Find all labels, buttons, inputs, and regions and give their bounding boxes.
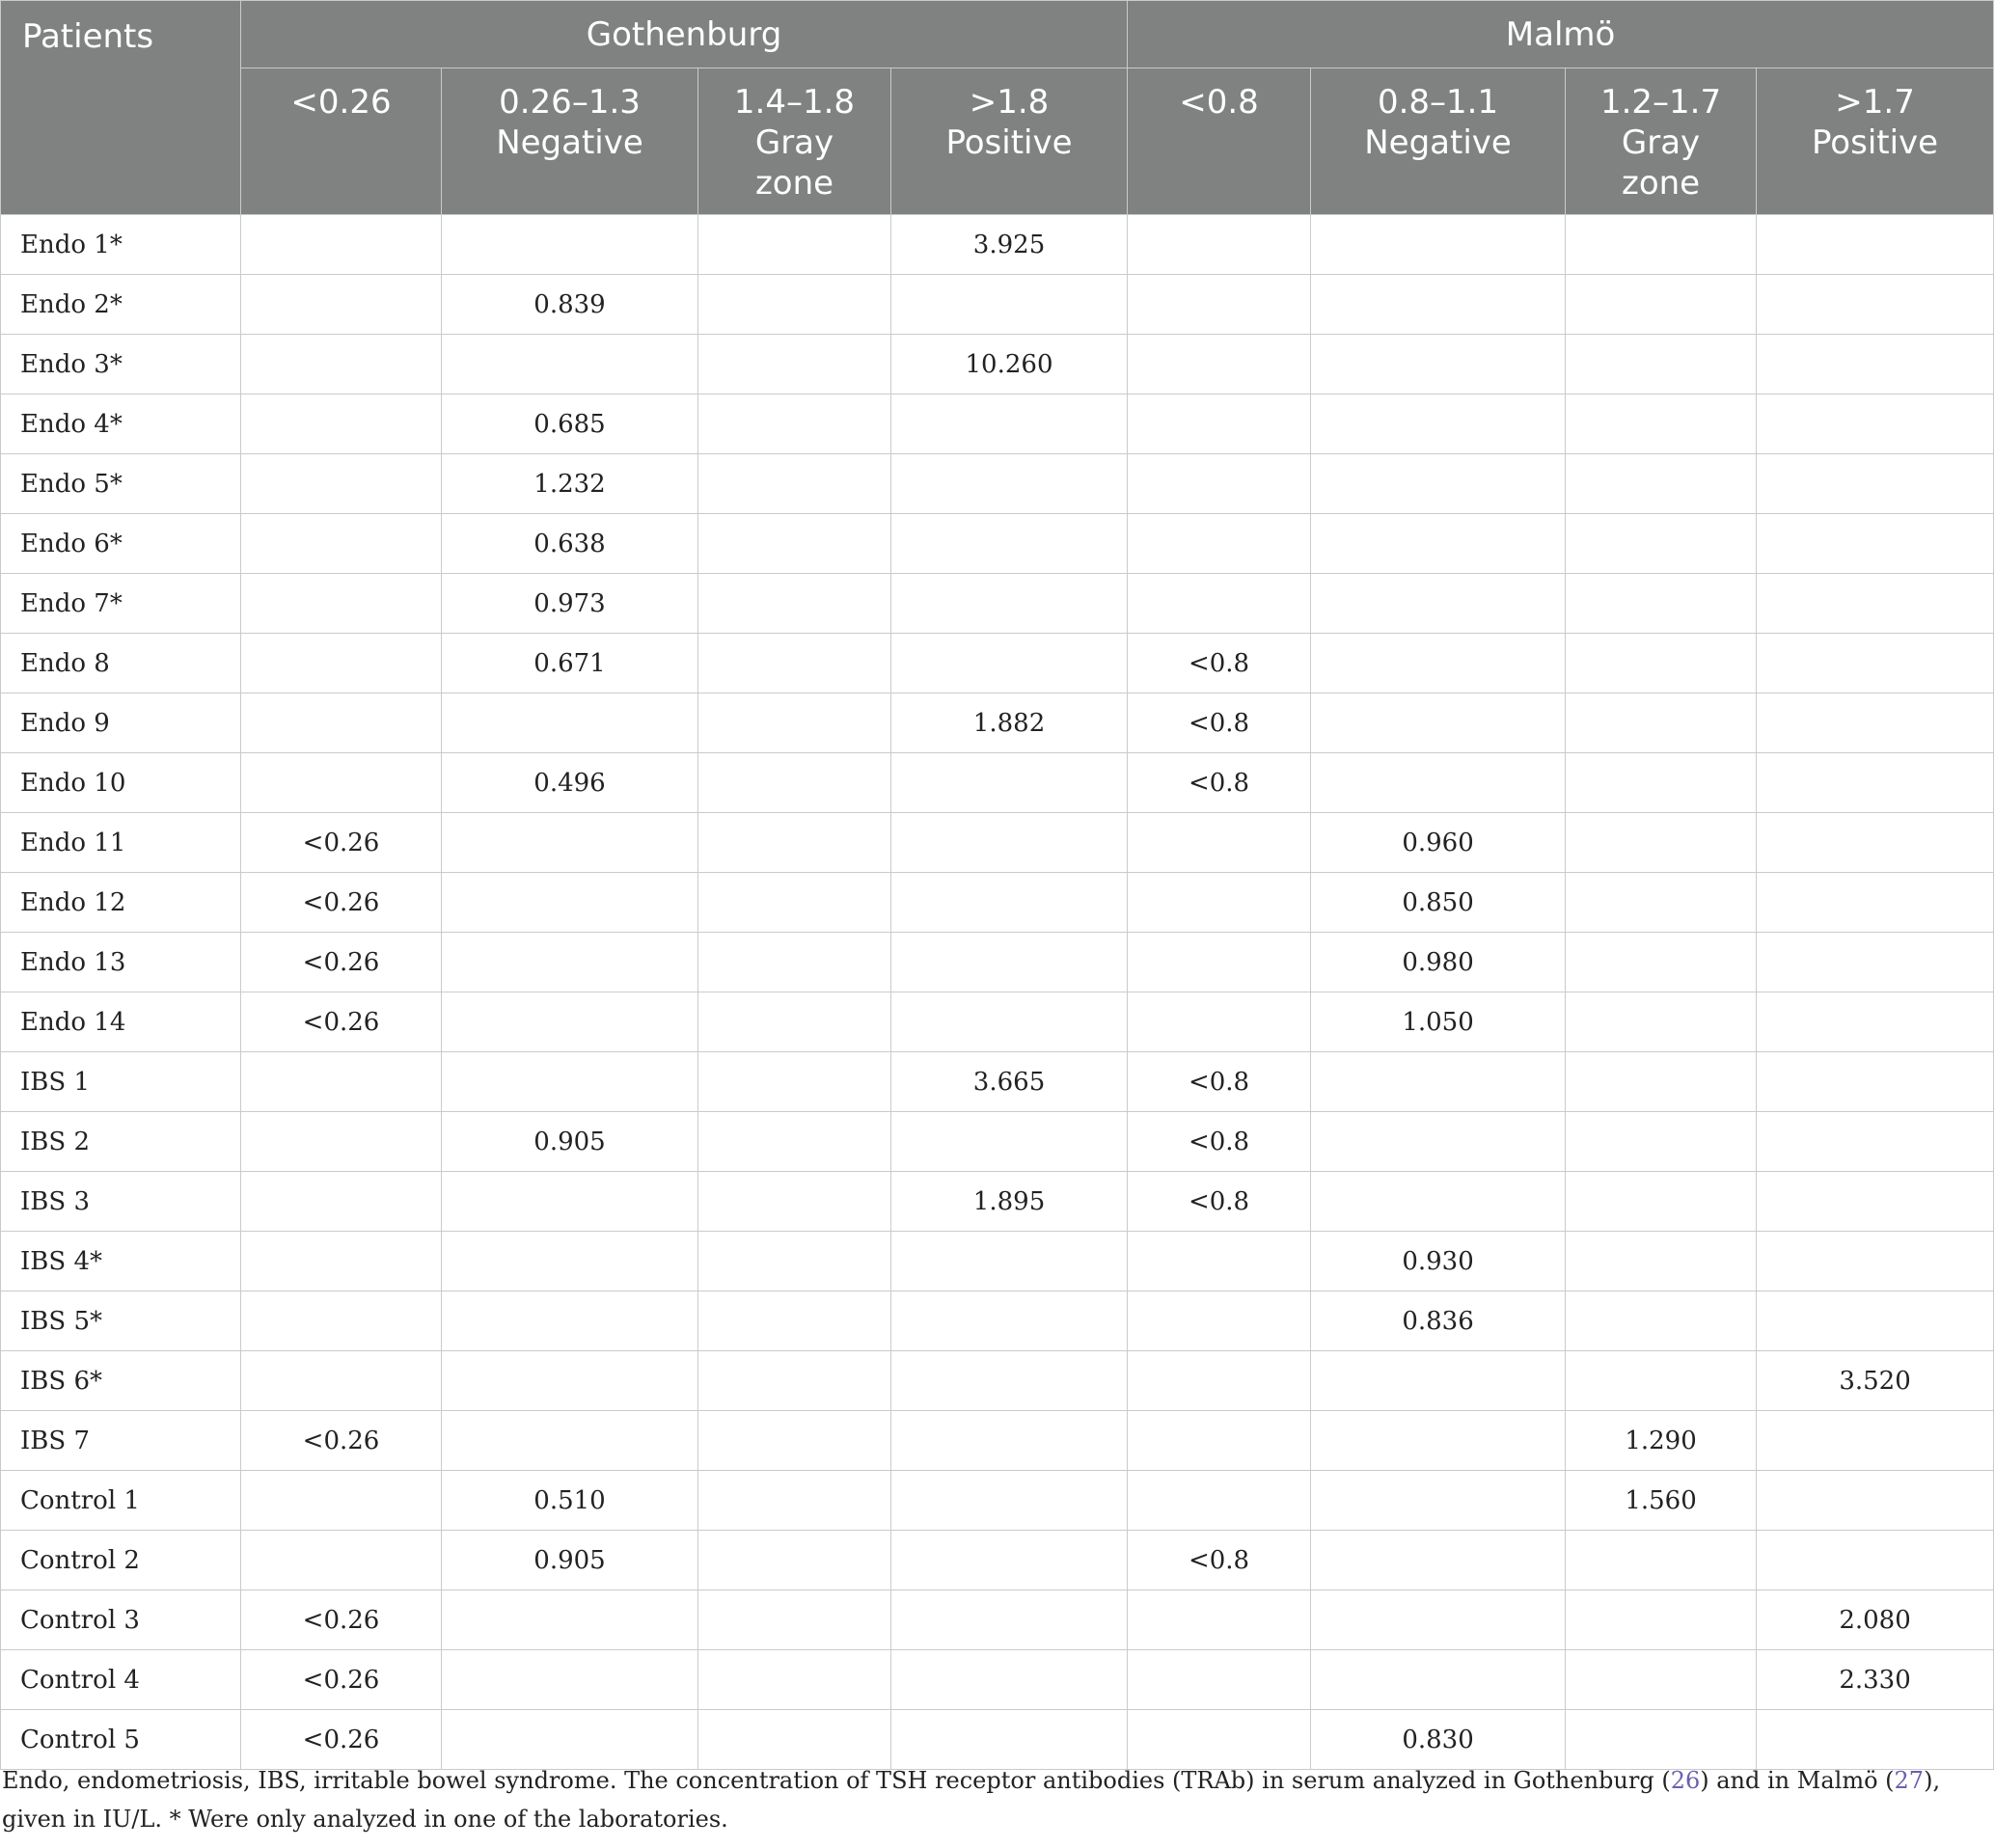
- value-cell: [698, 514, 891, 574]
- table-row: [1, 634, 1994, 693]
- footnote-text-3: ), given in IU/L. * Were only analyzed in one of the laboratories.: [2, 1767, 1941, 1833]
- table-row: [1, 1291, 1994, 1351]
- value-cell: <0.26: [241, 1650, 442, 1710]
- value-cell: <0.8: [1128, 693, 1311, 753]
- value-cell: [1757, 454, 1994, 514]
- value-cell: 3.925: [891, 215, 1128, 275]
- table-row: [1, 873, 1994, 933]
- range-header-line: zone: [1621, 164, 1701, 203]
- value-cell: [891, 394, 1128, 454]
- value-cell: [442, 215, 698, 275]
- value-cell: [1757, 215, 1994, 275]
- value-cell: [891, 813, 1128, 873]
- value-cell: 1.290: [1566, 1411, 1757, 1471]
- table-row: [1, 1590, 1994, 1650]
- value-cell: [891, 1112, 1128, 1172]
- value-cell: [1566, 873, 1757, 933]
- reference-link-27[interactable]: 27: [1894, 1767, 1925, 1794]
- value-cell: [891, 1291, 1128, 1351]
- value-cell: <0.26: [241, 933, 442, 992]
- value-cell: [1311, 1650, 1566, 1710]
- value-cell: 0.839: [442, 275, 698, 335]
- value-cell: [1757, 574, 1994, 634]
- patient-label: IBS 6*: [1, 1351, 241, 1411]
- value-cell: [1128, 992, 1311, 1052]
- header-row-ranges: [1, 68, 1994, 215]
- value-cell: [1128, 454, 1311, 514]
- value-cell: [1128, 394, 1311, 454]
- table-row: [1, 1172, 1994, 1232]
- value-cell: [442, 335, 698, 394]
- value-cell: [1757, 514, 1994, 574]
- value-cell: 0.980: [1311, 933, 1566, 992]
- value-cell: [1128, 1232, 1311, 1291]
- value-cell: [241, 275, 442, 335]
- patient-label: IBS 1: [1, 1052, 241, 1112]
- patient-label: Endo 3*: [1, 335, 241, 394]
- value-cell: [1311, 1172, 1566, 1232]
- value-cell: [1566, 215, 1757, 275]
- value-cell: [442, 1650, 698, 1710]
- value-cell: [1311, 514, 1566, 574]
- value-cell: [442, 693, 698, 753]
- value-cell: <0.26: [241, 1590, 442, 1650]
- patient-label: Endo 4*: [1, 394, 241, 454]
- value-cell: [1566, 693, 1757, 753]
- range-header-0: [241, 68, 442, 215]
- value-cell: [1566, 1172, 1757, 1232]
- patient-label: Endo 7*: [1, 574, 241, 634]
- value-cell: [891, 574, 1128, 634]
- value-cell: [1757, 394, 1994, 454]
- range-header-5: [1311, 68, 1566, 215]
- value-cell: [1757, 813, 1994, 873]
- value-cell: 0.905: [442, 1112, 698, 1172]
- patient-label: Endo 6*: [1, 514, 241, 574]
- table-row: [1, 1650, 1994, 1710]
- table-row: [1, 813, 1994, 873]
- value-cell: [1566, 753, 1757, 813]
- table-row: [1, 933, 1994, 992]
- value-cell: [1757, 335, 1994, 394]
- value-cell: 1.560: [1566, 1471, 1757, 1531]
- value-cell: [1566, 1052, 1757, 1112]
- value-cell: <0.8: [1128, 1112, 1311, 1172]
- value-cell: [1311, 275, 1566, 335]
- value-cell: [891, 514, 1128, 574]
- patient-label: Control 5: [1, 1710, 241, 1770]
- table-row: [1, 1531, 1994, 1590]
- patients-column-header: Patients: [1, 1, 241, 215]
- value-cell: [698, 335, 891, 394]
- patient-label: Endo 14: [1, 992, 241, 1052]
- value-cell: <0.26: [241, 1710, 442, 1770]
- patient-label: IBS 4*: [1, 1232, 241, 1291]
- value-cell: [891, 454, 1128, 514]
- patient-label: Endo 13: [1, 933, 241, 992]
- value-cell: [442, 1351, 698, 1411]
- value-cell: [241, 514, 442, 574]
- reference-link-26[interactable]: 26: [1670, 1767, 1701, 1794]
- value-cell: [1757, 992, 1994, 1052]
- table-row: [1, 1471, 1994, 1531]
- value-cell: 0.638: [442, 514, 698, 574]
- patient-label: IBS 5*: [1, 1291, 241, 1351]
- table-body: [1, 215, 1994, 1770]
- footnote-text-2: ) and in Malmö (: [1700, 1767, 1895, 1794]
- table-row: [1, 215, 1994, 275]
- patient-label: Control 2: [1, 1531, 241, 1590]
- value-cell: [1311, 1471, 1566, 1531]
- value-cell: [891, 1471, 1128, 1531]
- value-cell: [1128, 1351, 1311, 1411]
- value-cell: [698, 1232, 891, 1291]
- value-cell: [698, 574, 891, 634]
- header-row-labs: [1, 1, 1994, 68]
- range-header-line: Positive: [945, 123, 1073, 162]
- value-cell: [241, 1531, 442, 1590]
- range-header-line: >1.8: [969, 83, 1050, 122]
- value-cell: [891, 1590, 1128, 1650]
- table-row: [1, 394, 1994, 454]
- value-cell: <0.26: [241, 873, 442, 933]
- value-cell: [1128, 1291, 1311, 1351]
- value-cell: [241, 335, 442, 394]
- value-cell: [698, 215, 891, 275]
- value-cell: [891, 992, 1128, 1052]
- value-cell: [241, 693, 442, 753]
- value-cell: [241, 634, 442, 693]
- value-cell: [1128, 335, 1311, 394]
- value-cell: [1566, 1112, 1757, 1172]
- value-cell: [1311, 215, 1566, 275]
- value-cell: [1128, 275, 1311, 335]
- value-cell: [1757, 634, 1994, 693]
- patient-label: Control 1: [1, 1471, 241, 1531]
- value-cell: [1757, 1052, 1994, 1112]
- table-row: [1, 1232, 1994, 1291]
- value-cell: [241, 215, 442, 275]
- value-cell: [1566, 454, 1757, 514]
- value-cell: [698, 1531, 891, 1590]
- value-cell: [1757, 275, 1994, 335]
- value-cell: [891, 1650, 1128, 1710]
- value-cell: 0.830: [1311, 1710, 1566, 1770]
- value-cell: <0.8: [1128, 634, 1311, 693]
- table-row: [1, 693, 1994, 753]
- value-cell: 0.850: [1311, 873, 1566, 933]
- value-cell: [241, 1291, 442, 1351]
- value-cell: [1311, 1411, 1566, 1471]
- value-cell: [442, 933, 698, 992]
- range-header-line: 0.8–1.1: [1377, 83, 1499, 122]
- value-cell: 3.520: [1757, 1351, 1994, 1411]
- value-cell: [1566, 1650, 1757, 1710]
- value-cell: [698, 1411, 891, 1471]
- gothenburg-header: Gothenburg: [241, 1, 1128, 68]
- value-cell: 0.836: [1311, 1291, 1566, 1351]
- value-cell: [698, 873, 891, 933]
- value-cell: [1757, 1531, 1994, 1590]
- value-cell: [891, 1411, 1128, 1471]
- table-row: [1, 275, 1994, 335]
- value-cell: [1566, 992, 1757, 1052]
- value-cell: [891, 634, 1128, 693]
- value-cell: [1757, 1172, 1994, 1232]
- value-cell: [1566, 933, 1757, 992]
- value-cell: [1757, 1471, 1994, 1531]
- value-cell: [891, 1232, 1128, 1291]
- value-cell: [1566, 1531, 1757, 1590]
- range-header-line: 0.26–1.3: [499, 83, 641, 122]
- table-row: [1, 992, 1994, 1052]
- value-cell: [698, 454, 891, 514]
- range-header-6: [1566, 68, 1757, 215]
- value-cell: [1311, 634, 1566, 693]
- value-cell: [1311, 335, 1566, 394]
- value-cell: [891, 933, 1128, 992]
- value-cell: [241, 1172, 442, 1232]
- range-header-line: Positive: [1812, 123, 1939, 162]
- value-cell: [241, 394, 442, 454]
- value-cell: [698, 933, 891, 992]
- table-row: [1, 335, 1994, 394]
- value-cell: [1566, 1590, 1757, 1650]
- value-cell: [1311, 1052, 1566, 1112]
- value-cell: [698, 1351, 891, 1411]
- value-cell: [442, 992, 698, 1052]
- value-cell: [1757, 753, 1994, 813]
- value-cell: [698, 394, 891, 454]
- value-cell: 1.232: [442, 454, 698, 514]
- value-cell: 0.671: [442, 634, 698, 693]
- value-cell: [241, 1232, 442, 1291]
- value-cell: [241, 1471, 442, 1531]
- patient-label: Endo 12: [1, 873, 241, 933]
- value-cell: [442, 1291, 698, 1351]
- value-cell: [698, 992, 891, 1052]
- value-cell: <0.8: [1128, 1172, 1311, 1232]
- table-footnote: [2, 1761, 1989, 1838]
- value-cell: [1757, 873, 1994, 933]
- value-cell: [1311, 693, 1566, 753]
- value-cell: 1.050: [1311, 992, 1566, 1052]
- value-cell: [442, 1172, 698, 1232]
- value-cell: <0.8: [1128, 753, 1311, 813]
- patient-label: Control 4: [1, 1650, 241, 1710]
- value-cell: 3.665: [891, 1052, 1128, 1112]
- value-cell: <0.8: [1128, 1531, 1311, 1590]
- range-header-line: >1.7: [1835, 83, 1915, 122]
- value-cell: 0.960: [1311, 813, 1566, 873]
- range-header-2: [698, 68, 891, 215]
- value-cell: 1.882: [891, 693, 1128, 753]
- value-cell: [1128, 514, 1311, 574]
- patient-label: Endo 1*: [1, 215, 241, 275]
- value-cell: [442, 1232, 698, 1291]
- patient-label: Endo 5*: [1, 454, 241, 514]
- table-row: [1, 1112, 1994, 1172]
- value-cell: [1128, 574, 1311, 634]
- value-cell: [698, 1650, 891, 1710]
- range-header-line: Gray: [1621, 123, 1701, 162]
- range-header-line: <0.26: [290, 83, 392, 122]
- value-cell: [1311, 454, 1566, 514]
- value-cell: [241, 574, 442, 634]
- value-cell: [241, 753, 442, 813]
- malmo-header: Malmö: [1128, 1, 1994, 68]
- value-cell: [698, 1590, 891, 1650]
- range-header-3: [891, 68, 1128, 215]
- range-header-1: [442, 68, 698, 215]
- range-header-line: Negative: [496, 123, 643, 162]
- table-row: [1, 1351, 1994, 1411]
- range-header-line: 1.2–1.7: [1599, 83, 1722, 122]
- patient-label: Endo 8: [1, 634, 241, 693]
- value-cell: [442, 1052, 698, 1112]
- range-header-4: [1128, 68, 1311, 215]
- value-cell: [442, 873, 698, 933]
- table-row: [1, 1411, 1994, 1471]
- value-cell: [698, 813, 891, 873]
- value-cell: [1757, 1112, 1994, 1172]
- patient-label: Control 3: [1, 1590, 241, 1650]
- patient-label: Endo 11: [1, 813, 241, 873]
- value-cell: [1311, 1351, 1566, 1411]
- value-cell: [241, 1351, 442, 1411]
- value-cell: [891, 275, 1128, 335]
- value-cell: [698, 1052, 891, 1112]
- value-cell: [698, 1291, 891, 1351]
- value-cell: [1311, 753, 1566, 813]
- patient-label: Endo 10: [1, 753, 241, 813]
- value-cell: [891, 753, 1128, 813]
- value-cell: <0.26: [241, 1411, 442, 1471]
- value-cell: [1128, 873, 1311, 933]
- range-header-line: Negative: [1364, 123, 1512, 162]
- value-cell: 0.905: [442, 1531, 698, 1590]
- range-header-line: Gray: [754, 123, 834, 162]
- value-cell: [1128, 1650, 1311, 1710]
- value-cell: <0.26: [241, 992, 442, 1052]
- table-row: [1, 753, 1994, 813]
- value-cell: [891, 873, 1128, 933]
- value-cell: [1311, 1531, 1566, 1590]
- value-cell: [1566, 275, 1757, 335]
- footnote-text-1: Endo, endometriosis, IBS, irritable bowel syndrome. The concentration of TSH receptor antibodies (TRAb) in serum analyzed in Gothenburg (: [2, 1767, 1671, 1794]
- value-cell: 0.930: [1311, 1232, 1566, 1291]
- table-row: [1, 514, 1994, 574]
- value-cell: [1566, 335, 1757, 394]
- value-cell: [1128, 215, 1311, 275]
- value-cell: [1311, 394, 1566, 454]
- value-cell: [698, 634, 891, 693]
- range-header-7: [1757, 68, 1994, 215]
- value-cell: <0.26: [241, 813, 442, 873]
- value-cell: [891, 1351, 1128, 1411]
- table-header: [1, 1, 1994, 215]
- value-cell: [698, 1112, 891, 1172]
- value-cell: [1566, 1232, 1757, 1291]
- patient-label: Endo 2*: [1, 275, 241, 335]
- value-cell: [442, 813, 698, 873]
- patient-label: IBS 3: [1, 1172, 241, 1232]
- patient-label: IBS 2: [1, 1112, 241, 1172]
- range-header-line: 1.4–1.8: [733, 83, 856, 122]
- value-cell: [1311, 1112, 1566, 1172]
- value-cell: 0.510: [442, 1471, 698, 1531]
- value-cell: 10.260: [891, 335, 1128, 394]
- value-cell: <0.8: [1128, 1052, 1311, 1112]
- value-cell: [1566, 394, 1757, 454]
- value-cell: 0.973: [442, 574, 698, 634]
- table-row: [1, 454, 1994, 514]
- patient-label: Endo 9: [1, 693, 241, 753]
- value-cell: [1128, 1411, 1311, 1471]
- value-cell: [1128, 1590, 1311, 1650]
- value-cell: [241, 1112, 442, 1172]
- table-row: [1, 1052, 1994, 1112]
- value-cell: [1757, 1291, 1994, 1351]
- value-cell: [1566, 1291, 1757, 1351]
- value-cell: [891, 1531, 1128, 1590]
- value-cell: 2.080: [1757, 1590, 1994, 1650]
- table-row: [1, 574, 1994, 634]
- value-cell: [1311, 1590, 1566, 1650]
- value-cell: [241, 1052, 442, 1112]
- value-cell: [1128, 1471, 1311, 1531]
- value-cell: [1128, 813, 1311, 873]
- value-cell: [1566, 574, 1757, 634]
- value-cell: 0.496: [442, 753, 698, 813]
- value-cell: [1757, 1411, 1994, 1471]
- range-header-line: zone: [754, 164, 834, 203]
- patient-label: IBS 7: [1, 1411, 241, 1471]
- value-cell: [1566, 514, 1757, 574]
- value-cell: 0.685: [442, 394, 698, 454]
- value-cell: [1566, 634, 1757, 693]
- value-cell: [1566, 1351, 1757, 1411]
- value-cell: [1757, 933, 1994, 992]
- value-cell: [698, 693, 891, 753]
- value-cell: [1311, 574, 1566, 634]
- value-cell: [698, 753, 891, 813]
- value-cell: 1.895: [891, 1172, 1128, 1232]
- value-cell: 2.330: [1757, 1650, 1994, 1710]
- value-cell: [698, 275, 891, 335]
- range-header-line: <0.8: [1179, 83, 1259, 122]
- value-cell: [1566, 813, 1757, 873]
- value-cell: [1757, 693, 1994, 753]
- value-cell: [442, 1411, 698, 1471]
- value-cell: [1128, 933, 1311, 992]
- value-cell: [1757, 1232, 1994, 1291]
- value-cell: [442, 1590, 698, 1650]
- value-cell: [241, 454, 442, 514]
- value-cell: [698, 1471, 891, 1531]
- value-cell: [698, 1172, 891, 1232]
